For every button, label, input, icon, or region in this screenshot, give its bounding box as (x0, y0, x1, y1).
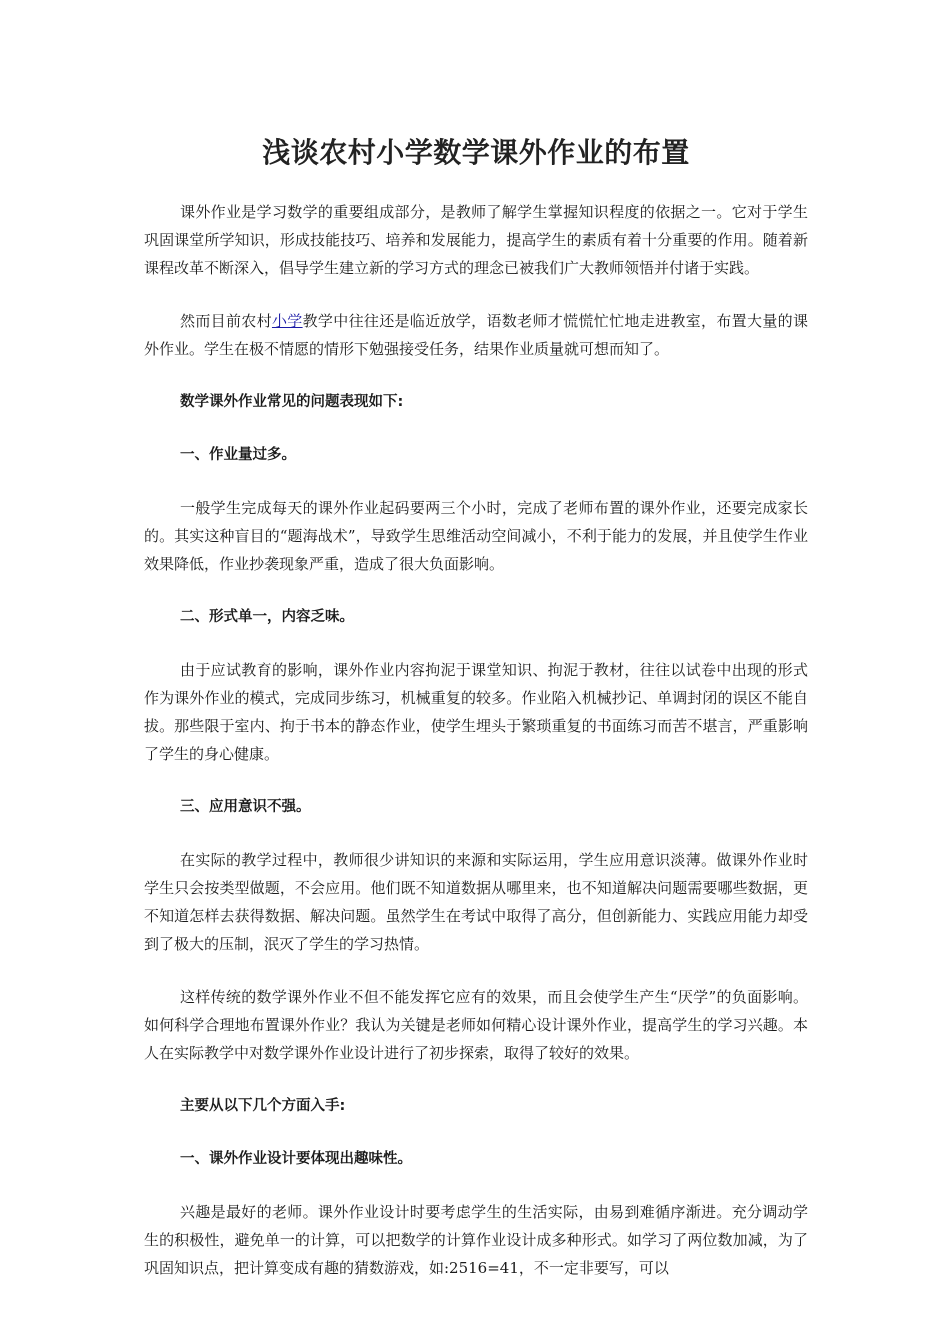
heading-interest: 一、课外作业设计要体现出趣味性。 (180, 1151, 412, 1167)
paragraph-text: 教学中往往还是临近放学，语数老师才慌慌忙忙地走进教室，布置大量的课外作业。学生在极不情愿的情形下勉强接受任务，结果作业质量就可想而知了。 (144, 312, 808, 358)
document-title: 浅谈农村小学数学课外作业的布置 (262, 136, 690, 169)
paragraph-intro: 课外作业是学习数学的重要组成部分，是教师了解学生掌握知识程度的依据之一。它对于学生巩固课堂所学知识，形成技能技巧、培养和发展能力，提高学生的素质有着十分重要的作用。随着新课程改革不断深入，倡导学生建立新的学习方式的理念已被我们广大教师领悟并付诸于实践。 (144, 203, 808, 277)
document-page (144, 0, 808, 1307)
paragraph-traditional-homework: 这样传统的数学课外作业不但不能发挥它应有的效果，而且会使学生产生“厌学”的负面影响。如何科学合理地布置课外作业？我认为关键是老师如何精心设计课外作业，提高学生的学习兴趣。本人在实际教学中对数学课外作业设计进行了初步探索，取得了较好的效果。 (144, 988, 808, 1062)
heading-main-aspects: 主要从以下几个方面入手: (180, 1098, 346, 1114)
paragraph-text: 然而目前农村 (180, 312, 272, 330)
paragraph-rural-teaching (144, 307, 808, 363)
paragraph-single-form: 由于应试教育的影响，课外作业内容拘泥于课堂知识、拘泥于教材，往往以试卷中出现的形式作为课外作业的模式，完成同步练习，机械重复的较多。作业陷入机械抄记、单调封闭的误区不能自拔。那些限于室内、拘于书本的静态作业，使学生埋头于繁琐重复的书面练习而苦不堪言，严重影响了学生的身心健康。 (144, 661, 808, 763)
paragraph-weak-application: 在实际的教学过程中，教师很少讲知识的来源和实际运用，学生应用意识淡薄。做课外作业时学生只会按类型做题，不会应用。他们既不知道数据从哪里来，也不知道解决问题需要哪些数据，更不知道怎样去获得数据、解决问题。虽然学生在考试中取得了高分，但创新能力、实践应用能力却受到了极大的压制，泯灭了学生的学习热情。 (144, 851, 808, 953)
heading-weak-application: 三、应用意识不强。 (180, 799, 311, 815)
heading-common-problems: 数学课外作业常见的问题表现如下: (180, 394, 404, 410)
primary-school-link[interactable]: 小学 (271, 312, 303, 330)
heading-too-much-homework: 一、作业量过多。 (180, 447, 296, 463)
paragraph-too-much-homework: 一般学生完成每天的课外作业起码要两三个小时，完成了老师布置的课外作业，还要完成家长的。其实这种盲目的“题海战术”，导致学生思维活动空间减小，不利于能力的发展，并且使学生作业效果降低，作业抄袭现象严重，造成了很大负面影响。 (144, 499, 808, 573)
heading-single-form: 二、形式单一，内容乏味。 (180, 609, 354, 625)
paragraph-interest: 兴趣是最好的老师。课外作业设计时要考虑学生的生活实际，由易到难循序渐进。充分调动学生的积极性，避免单一的计算，可以把数学的计算作业设计成多种形式。如学习了两位数加减，为了巩固知识点，把计算变成有趣的猜数游戏，如:2516=41，不一定非要写，可以 (144, 1203, 808, 1277)
document-body (144, 198, 808, 1282)
